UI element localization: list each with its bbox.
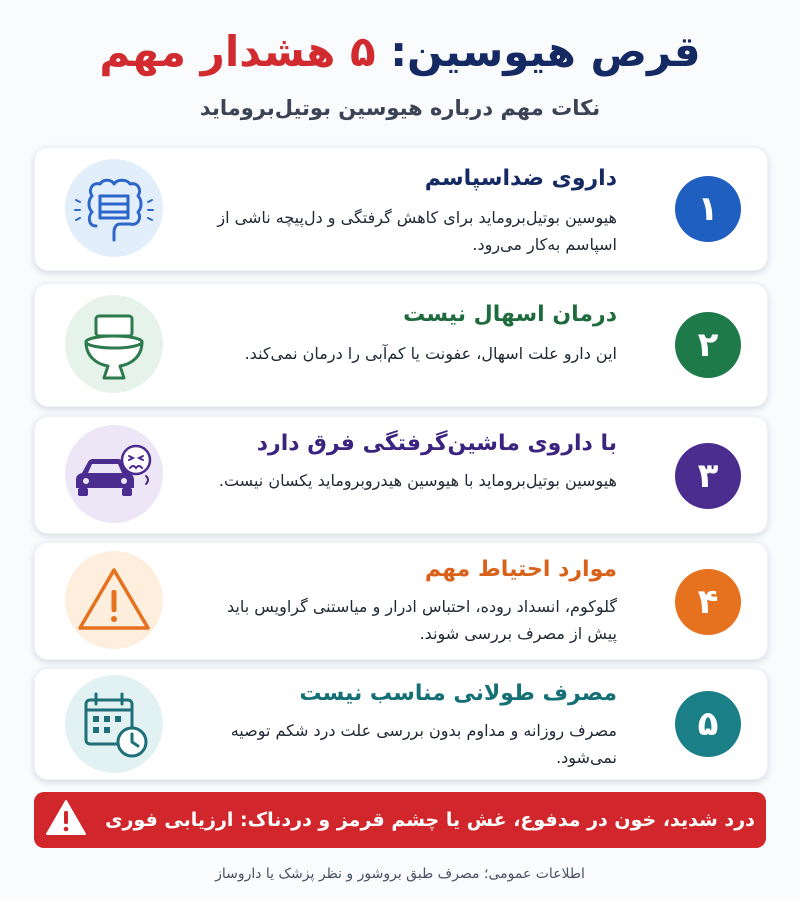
page-title bbox=[0, 22, 800, 82]
card-2 bbox=[34, 283, 768, 407]
card-title: با داروی ماشین‌گرفتگی فرق دارد bbox=[256, 431, 617, 456]
card-title: درمان اسهال نیست bbox=[403, 302, 617, 327]
card-number: ۴ bbox=[675, 569, 741, 635]
car-sickness-icon bbox=[65, 425, 163, 523]
intestine-icon bbox=[65, 159, 163, 257]
footer-note: اطلاعات عمومی؛ مصرف طبق بروشور و نظر پزشک یا داروساز bbox=[215, 866, 585, 882]
card-number: ۵ bbox=[675, 691, 741, 757]
toilet-icon bbox=[65, 295, 163, 393]
card-title: مصرف طولانی مناسب نیست bbox=[299, 681, 617, 706]
card-description: گلوکوم، انسداد روده، احتباس ادرار و میاستنی گراویس باید پیش از مصرف بررسی شوند. bbox=[227, 597, 617, 643]
page-subtitle: نکات مهم درباره هیوسین بوتیل‌بروماید bbox=[199, 96, 601, 120]
card-5 bbox=[34, 668, 768, 780]
calendar-clock-icon bbox=[65, 675, 163, 773]
card-description: هیوسین بوتیل‌بروماید با هیوسین هیدروبروماید یکسان نیست. bbox=[218, 471, 617, 490]
card-description: مصرف روزانه و مداوم بدون بررسی علت درد شکم توصیه نمی‌شود. bbox=[230, 721, 617, 767]
card-number: ۲ bbox=[675, 312, 741, 378]
title-part2: ۵ هشدار مهم bbox=[99, 27, 376, 76]
alert-icon bbox=[45, 799, 87, 841]
card-description: هیوسین بوتیل‌بروماید برای کاهش گرفتگی و دل‌پیچه ناشی از اسپاسم به‌کار می‌رود. bbox=[217, 208, 617, 254]
card-3 bbox=[34, 416, 768, 534]
emergency-warning-banner bbox=[34, 792, 766, 848]
warning-text: درد شدید، خون در مدفوع، غش یا چشم قرمز و دردناک: ارزیابی فوری bbox=[105, 809, 755, 831]
card-1 bbox=[34, 147, 768, 271]
card-title: موارد احتیاط مهم bbox=[424, 557, 617, 582]
card-number: ۳ bbox=[675, 443, 741, 509]
card-4 bbox=[34, 542, 768, 660]
card-number: ۱ bbox=[675, 176, 741, 242]
title-part1: قرص هیوسین: bbox=[390, 27, 701, 76]
warning-triangle-icon bbox=[65, 551, 163, 649]
card-title: داروی ضداسپاسم bbox=[424, 166, 617, 191]
card-description: این دارو علت اسهال، عفونت یا کم‌آبی را درمان نمی‌کند. bbox=[244, 344, 617, 363]
